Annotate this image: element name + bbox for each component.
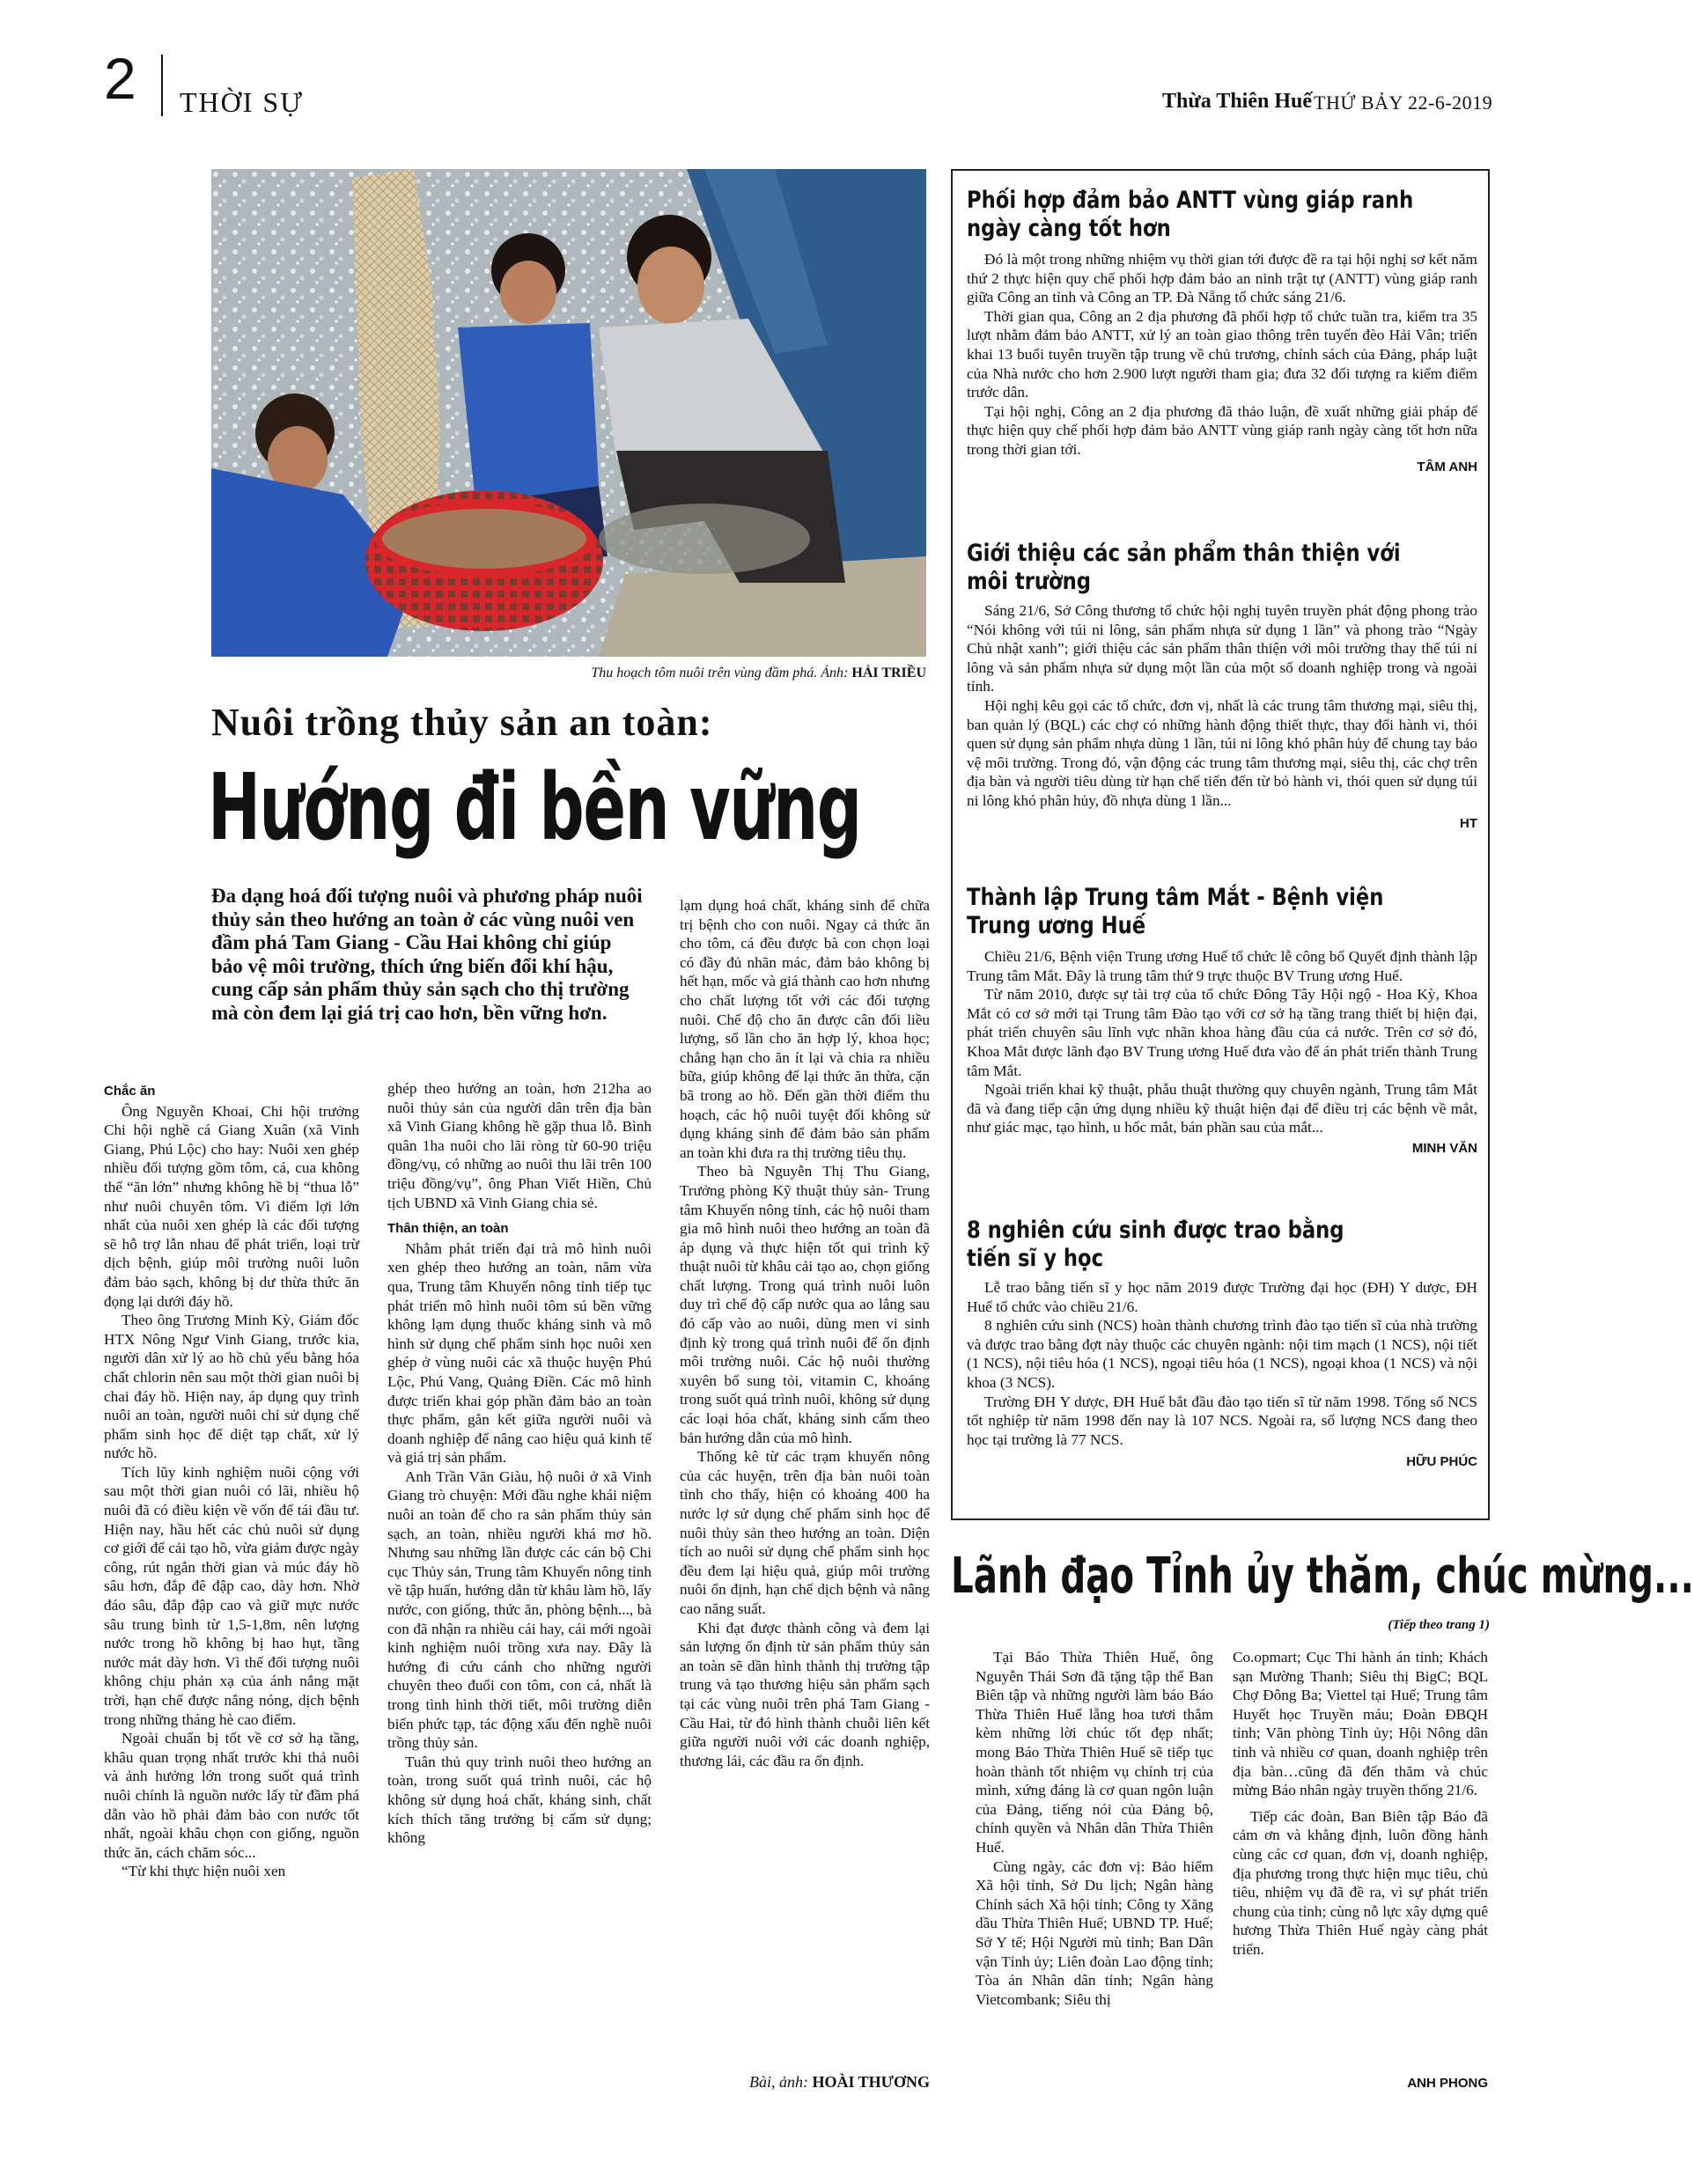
story-column-3 (680, 896, 930, 1770)
brief-2 (967, 540, 1477, 831)
paragraph: Ông Nguyễn Khoai, Chi hội trưởng Chi hội nghề cá Giang Xuân (xã Vinh Giang, Phú Lộc) cho hay: Nuôi xen ghép nhiều đối tượng gồm tôm, cá, cua không thể “ăn lớn” nhưng không hề bị “thua lỗ” như nuôi chuyên tôm. Vì điểm lợi lớn nhất của nuôi xen ghép là các đối tượng sẽ hỗ trợ lẫn nhau để phát triển, loại trừ dịch bệnh, giúp môi trường nuôi luôn đảm bảo sạch, không bị dư thừa thức ăn đọng lại dưới đáy hồ. (104, 1102, 359, 1310)
section-name: THỜI SỰ (180, 86, 305, 118)
brief-title: 8 nghiên cứu sinh được trao bằng tiến sĩ y học (967, 1217, 1344, 1272)
brief-1 (967, 187, 1477, 474)
paragraph: Theo ông Trương Minh Kỳ, Giám đốc HTX Nông Ngư Vinh Giang, trước kia, người dân xử lý ao hồ chủ yếu bằng hóa chất chlorin nên sau một thời gian nuôi bị chai đáy hồ. Hiện nay, áp dụng quy trình nuôi an toàn, người nuôi chỉ sử dụng chế phẩm sinh học để diệt tạp chất, xử lý nước hồ. (104, 1312, 359, 1462)
paragraph: Thời gian qua, Công an 2 địa phương đã phối hợp tổ chức tuần tra, kiểm tra 35 lượt nhằm đảm bảo ANTT, xử lý an toàn giao thông trên tuyến đèo Hải Vân; triển khai 13 buổi tuyên truyền tập trung về chủ trương, chính sách của Đảng, pháp luật của Nhà nước cho hơn 2.900 lượt người tham gia; đưa 32 đối tượng ra kiểm điểm trước dân. (967, 307, 1477, 401)
paragraph: Tại hội nghị, Công an 2 địa phương đã thảo luận, đề xuất những giải pháp để thực hiện quy chế phối hợp đảm bảo ANTT vùng giáp ranh ngày càng tốt hơn nữa trong thời gian tới. (967, 402, 1477, 458)
byline-prefix: Bài, ảnh: (748, 2073, 813, 2091)
paragraph: Ngoài triển khai kỹ thuật, phẫu thuật thường quy chuyên ngành, Trung tâm Mắt đã và đang tiếp cận ứng dụng nhiều kỹ thuật hiện đại để điều trị các bệnh về mắt, như giác mạc, tạo hình, u hốc mắt, bán phần sau của mắt... (967, 1081, 1477, 1136)
paragraph: Chiều 21/6, Bệnh viện Trung ương Huế tổ chức lễ công bố Quyết định thành lập Trung tâm Mắt. Đây là trung tâm thứ 9 trực thuộc BV Trung ương Huế. (967, 948, 1477, 984)
second-story-column-1 (976, 1648, 1213, 2009)
brief-signature: HỮU PHÚC (1406, 1454, 1477, 1470)
paragraph: Tuân thủ quy trình nuôi theo hướng an toàn, trong suốt quá trình nuôi, các hộ không sử dụng hoá chất, kháng sinh, chất kích thích tăng trưởng bị cấm sử dụng; không (387, 1753, 652, 1847)
story-lead: Đa dạng hoá đối tượng nuôi và phương pháp nuôi thủy sản theo hướng an toàn ở các vùng nuôi ven đầm phá Tam Giang - Cầu Hai không chỉ giúp bảo vệ môi trường, thích ứng biến đổi khí hậu, cung cấp sản phẩm thủy sản sạch cho thị trường mà còn đem lại giá trị cao hơn, bền vững hơn. (211, 885, 643, 1024)
paragraph: Ngoài chuẩn bị tốt về cơ sở hạ tầng, khâu quan trọng nhất trước khi thả nuôi và ảnh hưởng lớn trong suốt quá trình nuôi chính là nguồn nước lấy từ đầm phá dẫn vào hồ phải đảm bảo con nước tốt nhất, ngoài khâu chọn con giống, nguồn thức ăn, cách chăm sóc... (104, 1730, 359, 1861)
paragraph: Từ năm 2010, được sự tài trợ của tổ chức Đông Tây Hội ngộ - Hoa Kỳ, Khoa Mắt có cơ sở mới tại Trung tâm Đào tạo với cơ sở hạ tầng trang thiết bị hiện đại, phát triển chuyên sâu lĩnh vực nhãn khoa hàng đầu của cả nước. Trên cơ sở đó, Khoa Mắt được lãnh đạo BV Trung ương Huế đưa vào để án phát triển thành Trung tâm Mắt. (967, 986, 1477, 1079)
paragraph: Hội nghị kêu gọi các tổ chức, đơn vị, nhất là các trung tâm thương mại, siêu thị, ban quản lý (BQL) các chợ có những hành động thiết thực, thay đổi hành vi, thói quen sử dụng sản phẩm nhựa dùng 1 lần, túi ni lông khó phân hủy để chung tay bảo vệ môi trường. Trong đó, vận động các trung tâm thương mại, siêu thị, các chợ trên địa bàn và người tiêu dùng từ hạn chế tiến đến từ bỏ hành vi, thói quen sử dụng túi ni lông khó phân hủy, đồ nhựa dùng 1 lần... (967, 696, 1477, 809)
paragraph: Thống kê từ các trạm khuyến nông của các huyện, trên địa bàn nuôi toàn tỉnh cho thấy, hiện có khoảng 400 ha nước lợ sử dụng chế phẩm sinh học để nuôi thủy sản theo hướng an toàn. Diện tích ao nuôi sử dụng chế phẩm sinh học đều đem lại hiệu quả, giúp môi trường nuôi ổn định, hạn chế dịch bệnh và nâng cao năng suất. (680, 1448, 930, 1617)
brief-4 (967, 1217, 1477, 1469)
paragraph: Theo bà Nguyễn Thị Thu Giang, Trưởng phòng Kỹ thuật thủy sản- Trung tâm Khuyến nông tỉnh, các hộ nuôi tham gia mô hình nuôi theo hướng an toàn đã áp dụng và thực hiện tốt qui trình kỹ thuật nuôi từ khâu cải tạo ao, chọn giống chất lượng. Trong quá trình nuôi luôn duy trì chế độ cấp nước qua ao lắng sau đó cấp vào ao nuôi, dùng men vi sinh định kỳ trong quá trình nuôi để ổn định môi trường nuôi. Các hộ nuôi thường xuyên bổ sung tỏi, vitamin C, khoáng trong suốt quá trình nuôi, không sử dụng các loại hóa chất, kháng sinh cấm theo bản hướng dẫn của mô hình. (680, 1163, 930, 1446)
second-story-signature: ANH PHONG (1407, 2076, 1488, 2091)
photo-caption (211, 665, 926, 681)
brief-body (967, 250, 1477, 460)
second-story-headline: Lãnh đạo Tỉnh ủy thăm, chúc mừng... (951, 1548, 1694, 1605)
brief-signature: TÂM ANH (1417, 459, 1477, 474)
paragraph: Trường ĐH Y dược, ĐH Huế bắt đầu đào tạo tiến sĩ từ năm 1998. Tổng số NCS tốt nghiệp từ năm 1998 đến nay là 107 NCS. Ngoài ra, số lượng NCS đang theo học tại trường là 77 NCS. (967, 1393, 1477, 1448)
shrimp-harvest-illustration (211, 169, 926, 657)
brief-title: Phối hợp đảm bảo ANTT vùng giáp ranh ngày càng tốt hơn (967, 187, 1414, 242)
byline-author: HOÀI THƯƠNG (812, 2073, 930, 2091)
brief-body (967, 1278, 1477, 1449)
story-headline: Hướng đi bền vững (208, 754, 861, 861)
story-kicker: Nuôi trồng thủy sản an toàn: (211, 701, 713, 744)
paragraph: Co.opmart; Cục Thi hành án tỉnh; Khách sạn Mường Thanh; Siêu thị BigC; BQL Chợ Đông Ba; Viettel tại Huế; Trung tâm Huyết học Truyền máu; Đoàn ĐBQH tỉnh; Văn phòng Tỉnh ủy; Hội Nông dân tỉnh và nhiều cơ quan, doanh nghiệp trên địa bàn…cũng đã đến thăm và chúc mừng Báo nhân ngày truyền thống 21/6. (1233, 1649, 1488, 1799)
paragraph: Khi đạt được thành công và đem lại sản lượng ổn định từ sản phẩm thủy sản an toàn sẽ dần hình thành thị trường tập trung và tạo thương hiệu sản phẩm sạch tại các vùng nuôi trên phá Tam Giang - Cầu Hai, từ đó hình thành chuỗi liên kết giữa người nuôi với các doanh nghiệp, thương lái, các đầu ra ổn định. (680, 1619, 930, 1769)
brief-signature: HT (1460, 815, 1477, 831)
paragraph: Đó là một trong những nhiệm vụ thời gian tới được đề ra tại hội nghị sơ kết năm thứ 2 thực hiện quy chế phối hợp đảm bảo an ninh trật tự (ANTT) vùng giáp ranh giữa Công an tỉnh và Công an TP. Đà Nẵng tổ chức sáng 21/6. (967, 251, 1477, 306)
paragraph: Tiếp các đoàn, Ban Biên tập Báo đã cảm ơn và khẳng định, luôn đồng hành cùng các cơ quan, đơn vị, doanh nghiệp, địa phương trong thực hiện mục tiêu, chủ tiêu, nhiệm vụ đã đề ra, vì sự phát triển chung của tỉnh; cùng nỗ lực xây dựng quê hương Thừa Thiên Huế ngày càng phát triển. (1233, 1807, 1488, 1958)
paragraph: Sáng 21/6, Sở Công thương tổ chức hội nghị tuyên truyền phát động phong trào “Nói không với túi ni lông, sản phẩm nhựa sử dụng 1 lần” và phong trào “Ngày Chủ nhật xanh”; giới thiệu các sản phẩm thân thiện với môi trường thay thế túi ni lông và sản phẩm nhựa sử dụng một lần của một số doanh nghiệp trong và ngoài tỉnh. (967, 602, 1477, 695)
story-column-1 (104, 1079, 359, 1881)
second-story-column-2 (1233, 1648, 1488, 1960)
story-byline (680, 2073, 930, 2092)
brief-title: Thành lập Trung tâm Mắt - Bệnh viện Trung ương Huế (967, 884, 1384, 939)
paragraph: Tại Báo Thừa Thiên Huế, ông Nguyễn Thái Sơn đã tặng tập thể Ban Biên tập và những người làm báo Báo Thừa Thiên Huế lẵng hoa tươi thắm kèm những lời chúc tốt đẹp nhất; mong Báo Thừa Thiên Huế sẽ tiếp tục hoàn thành tốt nhiệm vụ chính trị của mình, xứng đáng là cơ quan ngôn luận của Đảng, tiếng nói của Đảng bộ, chính quyền và Nhân dân Thừa Thiên Huế. (976, 1649, 1213, 1856)
masthead: Thừa Thiên Huế (1162, 90, 1313, 113)
paragraph: Anh Trần Văn Giàu, hộ nuôi ở xã Vinh Giang trò chuyện: Mới đầu nghe khái niệm nuôi an toàn để cho ra sản phẩm thủy sản sạch, an toàn, nhiều người khá mơ hồ. Nhưng sau những lần được các cán bộ Chi cục Thủy sản, Trung tâm Khuyến nông tỉnh về tập huấn, hướng dẫn từ khâu làm hồ, lấy nước, con giống, thức ăn, phòng bệnh..., bà con đã nhận ra nhiều cái hay, cái mới ngoài kinh nghiệm nuôi trồng xưa nay. Đây là hướng đi cứu cánh cho những người chuyên theo đuổi con tôm, con cá, nhất là trong tình hình thời tiết, môi trường diễn biến phức tạp, tác động xấu đến nghề nuôi trồng thủy sản. (387, 1467, 652, 1752)
header-divider (161, 55, 163, 116)
story-column-2 (387, 1079, 652, 1848)
caption-text: Thu hoạch tôm nuôi trên vùng đầm phá. Ảnh: (591, 665, 852, 680)
paragraph: Tích lũy kinh nghiệm nuôi cộng với sau một thời gian nuôi có lãi, nhiều hộ nuôi đã có điều kiện về vốn để tái đầu tư. Hiện nay, hầu hết các chủ nuôi sử dụng cơ giới để cải tạo hồ, vừa giảm được ngày công, rút ngắn thời gian và múc đáy hồ sâu hơn, đắp đê đập cao, dày hơn. Nhờ đáo sâu, đắp đập cao và giữ mực nước sâu trung bình từ 1,5-1,8m, nên lượng nước trong hồ không bị hao hụt, tầng nước mát dày hơn. Vì thế đối tượng nuôi không chịu phản xạ của ánh nắng mặt trời, hạn chế được nắng nóng, dịch bệnh trong những tháng hè cao điểm. (104, 1463, 359, 1728)
paragraph: ghép theo hướng an toàn, hơn 212ha ao nuôi thủy sản của người dân trên địa bàn xã Vinh Giang không hề gặp thua lỗ. Bình quân 1ha nuôi cho lãi ròng từ 60-90 triệu đồng/vụ, có những ao nuôi thu lãi trên 100 triệu đồng/vụ”, ông Phan Viết Hiền, Chủ tịch UBND xã Vinh Giang chia sẻ. (387, 1080, 652, 1211)
brief-signature: MINH VĂN (1411, 1140, 1477, 1156)
page-number: 2 (104, 46, 136, 111)
paragraph: “Từ khi thực hiện nuôi xen (122, 1863, 286, 1880)
boy-center (458, 323, 599, 504)
paragraph: lạm dụng hoá chất, kháng sinh để chữa trị bệnh cho con nuôi. Ngay cả thức ăn cho tôm, cá đều được bà con chọn loại có đầy đủ nhãn mác, đảm bảo không bị hết hạn, mốc và giá thành cao hơn nhưng cho chất lượng tốt với các đối tượng nuôi. Chế độ cho ăn được cân đối liều lượng, số lần cho ăn hợp lý, khoa học; chẳng hạn cho ăn ít lại và chia ra nhiều bữa, giúp không để lại thức ăn thừa, cặn bã trong ao hồ. Đến gần thời điểm thu hoạch, các hộ nuôi tuyệt đối không sử dụng kháng sinh để đảm bảo sản phẩm an toàn khi đưa ra thị trường tiêu thụ. (680, 897, 930, 1161)
paragraph: Lễ trao bằng tiến sĩ y học năm 2019 được Trường đại học (ĐH) Y dược, ĐH Huế tổ chức vào chiều 21/6. (967, 1279, 1477, 1315)
brief-3 (967, 884, 1477, 1156)
brief-body (967, 947, 1477, 1137)
paragraph: Cùng ngày, các đơn vị: Bảo hiểm Xã hội tỉnh, Sở Du lịch; Ngân hàng Chính sách Xã hội tỉnh; Công ty Xăng dầu Thừa Thiên Huế; UBND TP. Huế; Sở Y tế; Hội Người mù tỉnh; Ban Dân vận Tỉnh ủy; Liên đoàn Lao động tỉnh; Tòa án Nhân dân tỉnh; Ngân hàng Vietcombank; Siêu thị (976, 1857, 1213, 2008)
paragraph: Nhằm phát triển đại trà mô hình nuôi xen ghép theo hướng an toàn, năm vừa qua, Trung tâm Khuyến nông tỉnh tiếp tục phát triển mô hình nuôi tôm sú bền vững không lạm dụng thuốc kháng sinh và mô hình sử dụng chế phẩm sinh học nuôi xen ghép ở vùng nuôi các xã thuộc huyện Phú Lộc, Phú Vang, Quảng Điền. Các mô hình được triển khai góp phần đảm bảo an toàn thực phẩm, gắn kết giữa người nuôi và doanh nghiệp để nâng cao hiệu quả kinh tế và giá trị sản phẩm. (387, 1239, 652, 1467)
brief-body (967, 601, 1477, 811)
issue-date: THỨ BẢY 22-6-2019 (1314, 92, 1493, 114)
story-photo (211, 169, 926, 657)
subhead-than-thien: Thân thiện, an toàn (387, 1221, 509, 1237)
continued-note: (Tiếp theo trang 1) (1388, 1618, 1490, 1632)
subhead-chac-an: Chắc ăn (104, 1084, 156, 1099)
caption-author: HẢI TRIỀU (851, 665, 926, 680)
brief-title: Giới thiệu các sản phẩm thân thiện với môi trường (967, 540, 1401, 595)
paragraph: 8 nghiên cứu sinh (NCS) hoàn thành chương trình đào tạo tiến sĩ của nhà trường và được trao bằng đợt này thuộc các chuyên ngành: nội tim mạch (1 NCS), nội tiết (1 NCS), nội tiêu hóa (1 NCS), ngoại tiêu hóa (1 NCS), ngoại khoa (1 NCS) và nội khoa (3 NCS). (967, 1317, 1477, 1391)
